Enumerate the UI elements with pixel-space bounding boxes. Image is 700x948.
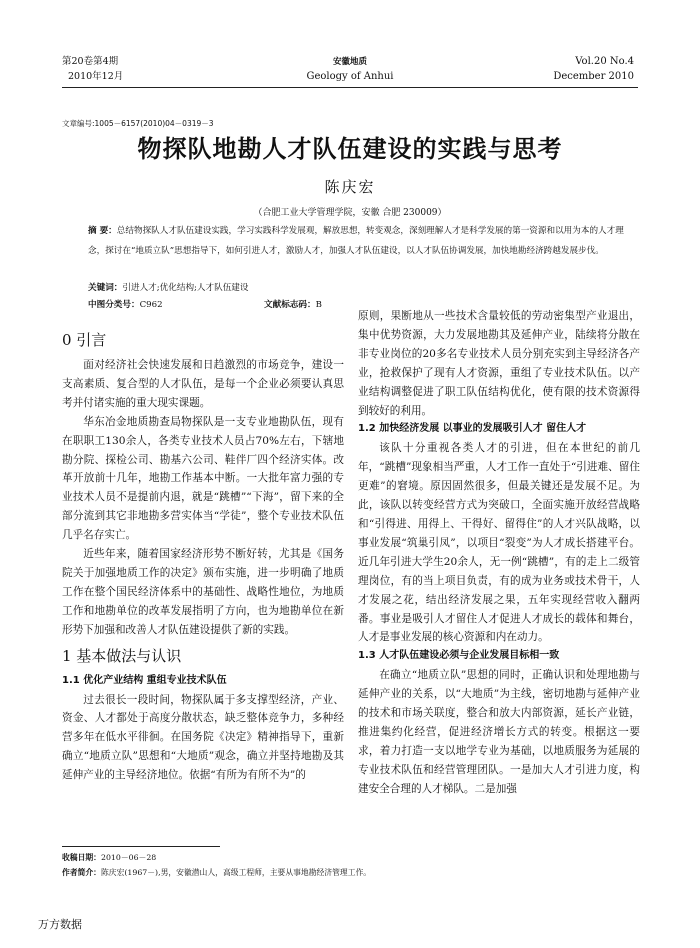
header-date-en: December 2010 [553, 71, 634, 82]
article-id: 文章编号:1005－6157(2010)04－0319－3 [62, 119, 214, 128]
paragraph-intro-2: 华东冶金地质勘查局物探队是一支专业地勘队伍，现有在职职工130余人，各类专业技术人员占70%左右，下辖地勘分院、探检公司、勘基六公司、鞋伴厂四个经济实体。改革开放前十几年，地勘工作基本中断。一大批年富力强的专业技术人员不是提前内退，就是“跳槽”“下海”，留下来的全部分流到其它非地勘多营实体当“学徒”，整个专业技术队伍几乎名存实亡。 [62, 415, 344, 542]
classification [88, 298, 163, 310]
header-volume-en: Vol.20 No.4 [575, 56, 634, 67]
paragraph-1-1: 过去很长一段时间，物探队属于多支撑型经济，产业、资金、人才都处于高度分散状态，缺乏整体竞争力，多种经营多年在低水平徘徊。在国务院《决定》精神指导下，重新确立“地质立队”思想和“大地质”观念，确立并坚持地勘及其延伸产业的主导经济地位。依据“有所为有所不为”的 [62, 693, 344, 782]
classification-label: 中图分类号： [88, 300, 140, 310]
subsection-1-1-heading: 1.1 优化产业结构 重组专业技术队伍 [62, 674, 227, 686]
body-left-column [62, 324, 344, 785]
received-value: 2010－06－28 [100, 853, 157, 862]
section-0-heading: 0 引言 [62, 331, 107, 349]
paragraph-1-2: 该队十分重视各类人才的引进，但在本世纪的前几年，“跳槽”现象相当严重，人才工作一直处于“引进难、留住更难”的窘境。原因固然很多，但最关键还是发展不足。为此，该队以转变经营方式为突破口，全面实施开放经营战略和“引得进、用得上、干得好、留得住”的人才兴队战略，以事业发展“筑巢引凤”，以项目“裂变”为人才成长搭建平台。近几年引进大学生20余人，无一例“跳槽”，有的走上二级管理岗位，有的当上项目负责，有的成为业务或技术骨干，人才发展之花，结出经济发展之果，五年实现经营收入翻两番。事业是吸引人才留住人才促进人才成长的载体和舞台，人才是事业发展的核心资源和内在动力。 [358, 442, 640, 644]
section-1-heading: 1 基本做法与认识 [62, 646, 182, 665]
author-name: 陈庆宏 [324, 178, 376, 196]
header-journal-cn: 安徽地质 [332, 57, 367, 67]
subsection-1-2-heading: 1.2 加快经济发展 以事业的发展吸引人才 留住人才 [358, 423, 587, 435]
paragraph-intro-1: 面对经济社会快速发展和日趋激烈的市场竞争，建设一支高素质、复合型的人才队伍，是每一个企业必须要认真思考并付诸实施的重大现实课题。 [62, 359, 344, 409]
received-label: 收稿日期： [62, 853, 101, 862]
keywords [88, 281, 249, 293]
bio-text: 陈庆宏(1967－),男，安徽潜山人，高级工程师，主要从事地勘经济管理工作。 [100, 868, 372, 877]
affiliation: （合肥工业大学管理学院，安徽 合肥 230009） [253, 208, 447, 218]
paragraph-1-3: 在确立“地质立队”思想的同时，正确认识和处理地勘与延伸产业的关系，以“大地质”为主线，密切地勘与延伸产业的技术和市场关联度，整合和放大内部资源，延长产业链，推进集约化经营，促进经济增长方式的转变。根据这一要求，着力打造一支以地学专业为基础，以地质服务为延展的专业技术队伍和经营管理团队。一是加大人才引进力度，构建安全合理的人才梯队。二是加强 [358, 669, 640, 795]
paragraph-intro-3: 近些年来，随着国家经济形势不断好转，尤其是《国务院关于加强地质工作的决定》颁布实施，进一步明确了地质工作在整个国民经济体系中的基础性、战略性地位，为地质工作和地勘单位的改革发展指明了方向，也为地勘单位在新形势下加强和改善人才队伍建设提供了新的实践。 [62, 548, 344, 636]
header-rule [62, 87, 638, 88]
paper-title: 物探队地勘人才队伍建设的实践与思考 [137, 135, 563, 163]
received-date [62, 851, 156, 865]
header-volume-cn: 第20卷第4期 [62, 56, 119, 67]
watermark-text: 万方数据 [38, 918, 82, 931]
subsection-1-3-heading: 1.3 人才队伍建设必须与企业发展目标相一致 [358, 650, 560, 662]
classification-value: C962 [139, 300, 163, 310]
author-bio [62, 866, 371, 880]
header-journal-en: Geology of Anhui [306, 71, 394, 82]
abstract-text: 总结物探队人才队伍建设实践，学习实践科学发展观，解放思想，转变观念，深刻理解人才是科学发展的第一资源和以用为本的人才理念，探讨在“地质立队”思想指导下，如何引进人才，激励人才，加强人才队伍建设，以人才队伍协调发展，加快地勘经济跨越发展步伐。 [88, 226, 624, 256]
bio-label: 作者简介： [62, 868, 101, 877]
document-code [264, 298, 322, 310]
abstract-label: 摘 要： [88, 226, 117, 236]
header-date-cn: 2010年12月 [68, 71, 124, 82]
paragraph-1-1-cont: 原则，果断地从一些技术含量较低的劳动密集型产业退出，集中优势资源，大力发展地勘其及延伸产业，陆续将分散在非专业岗位的20多名专业技术人员分别充实到主导经济各产业，抢救保护了现有人才资源，重组了专业技术队伍。以产业结构调整促进了职工队伍结构优化，使有限的技术资源得到较好的利用。 [358, 310, 640, 417]
keywords-label: 关键词： [88, 283, 123, 293]
keywords-text: 引进人才;优化结构;人才队伍建设 [122, 283, 249, 293]
document-code-label: 文献标志码： [264, 300, 316, 310]
abstract [88, 221, 628, 261]
footnote-rule [62, 846, 220, 847]
document-code-value: B [315, 300, 322, 310]
body-right-column [358, 307, 640, 799]
